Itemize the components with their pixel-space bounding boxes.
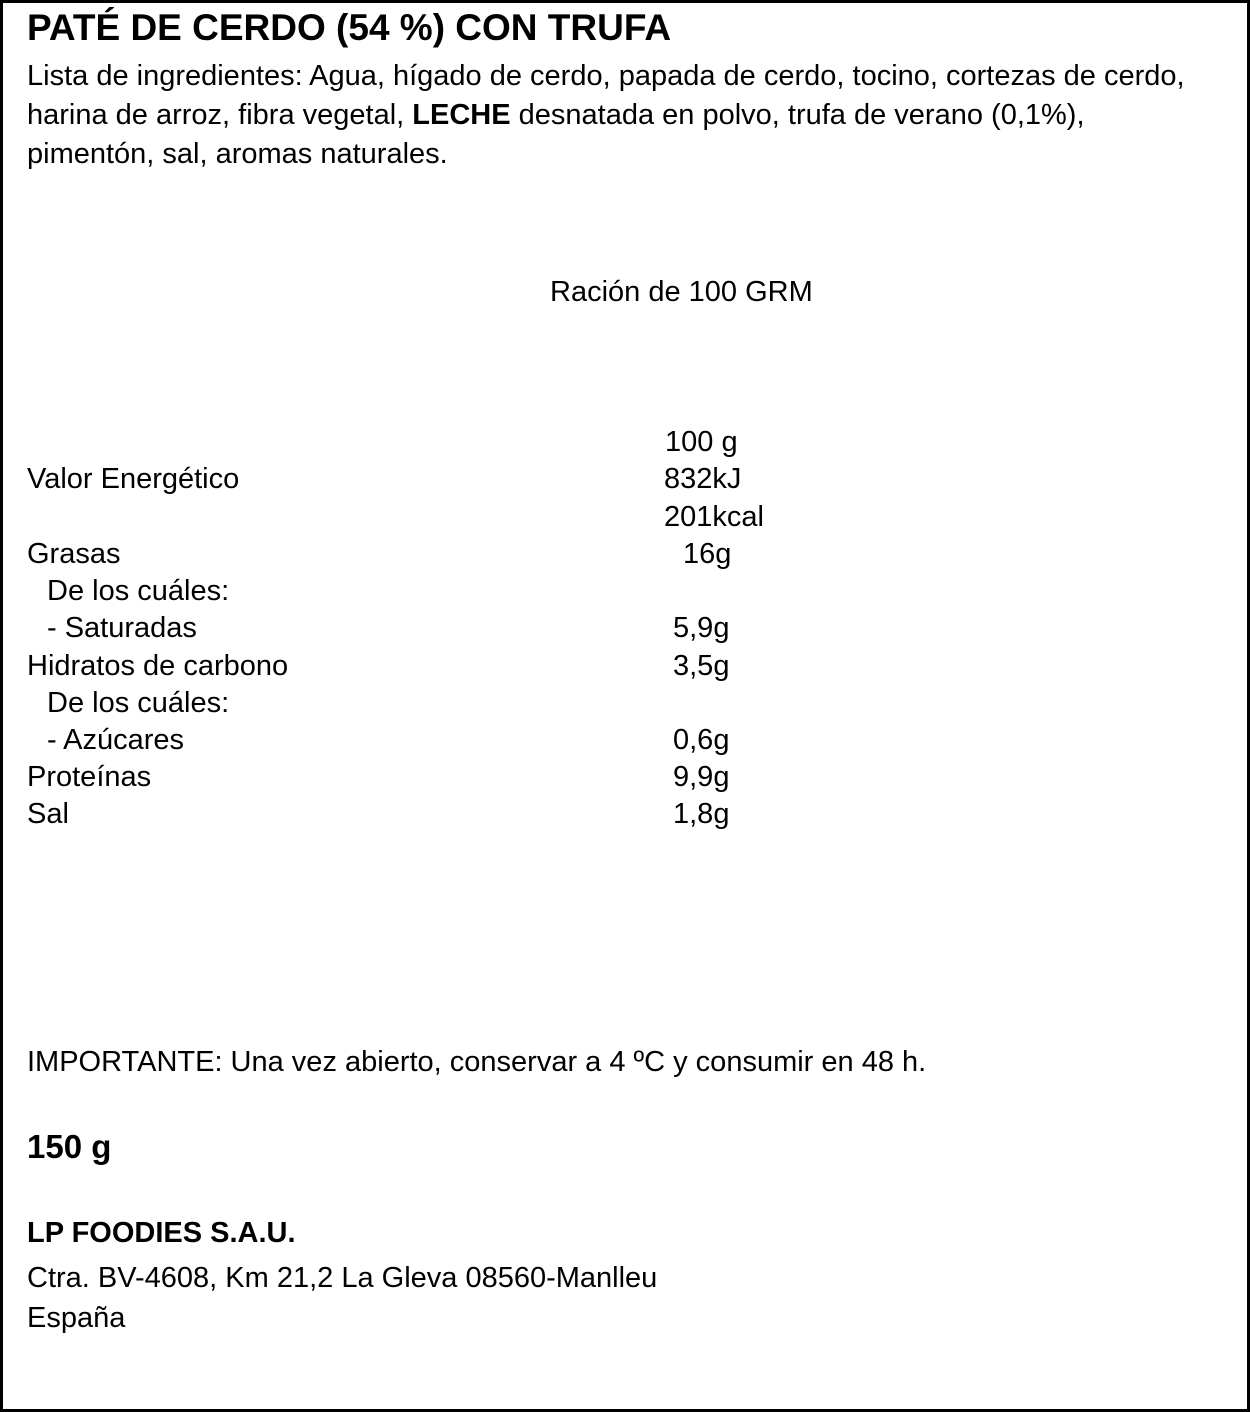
nutrition-row-value: 16g xyxy=(683,538,732,570)
nutrition-row-name: De los cuáles: xyxy=(47,575,230,607)
storage-note: IMPORTANTE: Una vez abierto, conservar a 4 ºC y consumir en 48 h. xyxy=(27,1046,927,1078)
nutrition-row-value: 9,9g xyxy=(673,761,730,793)
nutrition-row-name: Sal xyxy=(27,798,69,830)
nutrition-row-name: De los cuáles: xyxy=(47,687,230,719)
ingredients-text-prefix: Lista de ingredientes: Agua, hígado de cerdo, papada de cerdo, tocino, cortezas de cerdo, harina de arroz, fibra vegetal, xyxy=(27,60,1185,131)
nutrition-row-name: Proteínas xyxy=(27,761,152,793)
nutrition-column-header: 100 g xyxy=(665,426,738,458)
manufacturer-country: España xyxy=(27,1302,126,1334)
nutrition-row-value: 3,5g xyxy=(673,650,730,682)
ingredients-text-suffix: desnatada en polvo, trufa de verano (0,1%), pimentón, sal, aromas naturales. xyxy=(27,99,1085,170)
nutrition-row-value: 1,8g xyxy=(673,798,730,830)
nutrition-row-name: Grasas xyxy=(27,538,121,570)
net-weight: 150 g xyxy=(27,1128,112,1165)
nutrition-row-value: 5,9g xyxy=(673,612,730,644)
manufacturer-address: Ctra. BV-4608, Km 21,2 La Gleva 08560-Manlleu xyxy=(27,1262,658,1294)
nutrition-row-name: - Saturadas xyxy=(47,612,197,644)
portion-label: Ración de 100 GRM xyxy=(550,276,813,308)
ingredients-allergen: LECHE xyxy=(412,99,511,131)
nutrition-row-name: Hidratos de carbono xyxy=(27,650,289,682)
ingredients-list xyxy=(27,57,1207,174)
nutrition-row-name: - Azúcares xyxy=(47,724,184,756)
product-title: PATÉ DE CERDO (54 %) CON TRUFA xyxy=(27,7,672,48)
manufacturer-name: LP FOODIES S.A.U. xyxy=(27,1217,296,1249)
nutrition-row-name: Valor Energético xyxy=(27,463,240,495)
nutrition-row-value: 201kcal xyxy=(664,501,764,533)
nutrition-row-value: 832kJ xyxy=(664,463,742,495)
nutrition-row-value: 0,6g xyxy=(673,724,730,756)
